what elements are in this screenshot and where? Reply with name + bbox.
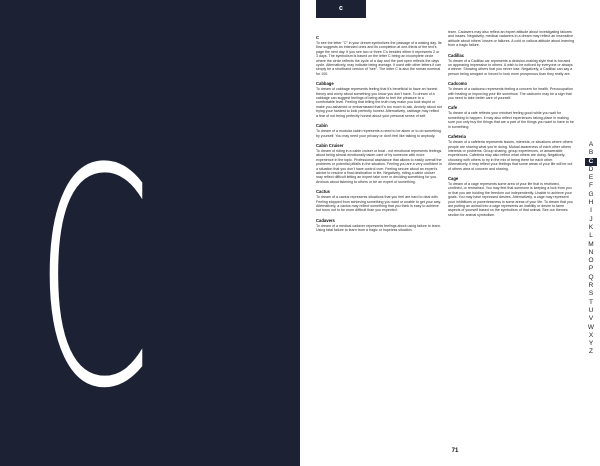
- alphabet-letter[interactable]: S: [588, 290, 594, 298]
- hero-letter: C: [36, 105, 152, 454]
- alphabet-letter[interactable]: G: [588, 190, 594, 198]
- entry-text: To dream of a medical cadaver represents feelings about using failure to learn. Using fatal failure to learn from a tragic or hopeless situation.: [316, 223, 441, 233]
- entry-text: To dream of a cafe reflects your mindset feeling good while you wait for something to happen. It may also reflect experiences taking place in making sure you only buy the things that are a part of the things you want to have to be in something.: [448, 111, 574, 129]
- entry-heading: Cabin Cruiser: [316, 142, 344, 148]
- entry-text: To dream of a cadcomo represents feeling a concern for health. Preoccupation with healing or improving your life somehow. The cadcomo may be a sign that you need to take better care of yourself.: [448, 87, 573, 101]
- alphabet-letter[interactable]: I: [590, 207, 592, 215]
- alphabet-letter[interactable]: U: [588, 306, 594, 314]
- alphabet-letter[interactable]: Z: [589, 348, 593, 356]
- alphabet-letter[interactable]: X: [588, 331, 594, 339]
- alphabet-letter[interactable]: K: [588, 223, 594, 231]
- alphabet-letter[interactable]: B: [588, 149, 594, 157]
- alphabet-letter[interactable]: C: [585, 158, 597, 166]
- alphabet-letter[interactable]: H: [588, 199, 594, 207]
- text-column-left: [316, 30, 442, 236]
- alphabet-letter[interactable]: J: [589, 215, 593, 223]
- entry-text: learn. Cadavers may also reflect an expert attitude about investigating failures and losses. Negatively, medical cadavers in a dream may reflect an insensitive attitude about others' losses or failures. A cold or callous attitude about learning from a tragic failure.: [448, 30, 574, 48]
- alphabet-letter[interactable]: A: [588, 141, 594, 148]
- entry-heading: Cactus: [316, 189, 330, 195]
- entry-heading: Cadillac: [448, 52, 465, 58]
- alphabet-letter[interactable]: O: [588, 257, 594, 265]
- alphabet-letter[interactable]: E: [588, 174, 594, 182]
- alphabet-letter[interactable]: W: [587, 323, 595, 331]
- entry-heading: C: [316, 35, 320, 40]
- alphabet-letter[interactable]: F: [589, 182, 593, 190]
- entry-text: To dream of riding in a cabin cruiser or boat - not emotional represents feelings about being almost emotionally taken care of by someone with more experience in the topic. Professional assistance that allows to easily overall the problems or potential pitfalls in the situation. Feeling you are a very confident in a situation that you don't have control over. Feeling secure about an expert's advice to resolve a final destination in life. Negatively, riding a cabin cruiser may reflect difficult letting an expert take over or deciding something for you. Anxious about listening to others or be an expert of something.: [316, 148, 442, 184]
- text-column-right: [448, 30, 574, 220]
- entry-heading: Cafe: [448, 105, 458, 111]
- entry-text: To dream of a cafeteria represents issues, interests, or situations where others people are sharing what you're doing. Mutual awareness of each other others interests or problems. Group sharing, group experiences, or answerable experiences. Cafeteria may also reflect what others are doing. Negatively, choosing with others to try in the mix of being there for each other. Alternatively, it may reflect your feelings that some areas of your life will be out of others area of concern and sharing.: [448, 140, 573, 171]
- alphabet-letter[interactable]: Y: [588, 340, 594, 348]
- entry-heading: Cadavers: [316, 217, 335, 223]
- entry-text: To see the letter "C" in your dream symbolizes the passage of a waking day. Its flow suggests an intended ones and its completion at one-thirds of the text's page the next day. If you see two or three C's besides either it represents 2 or 3 days. The symbolism is based on the letter C being an incomplete circle where the circle reflects the cycle of a day and the part open reflects the days cycle. Alternatively, may indicate being average. If used with other letters it can simply be a shorthand version of "see". The letter C is also the roman numeral for 100.: [316, 41, 442, 76]
- alphabet-letter[interactable]: D: [588, 165, 594, 173]
- alphabet-letter[interactable]: N: [588, 248, 594, 256]
- entry-text: To dream of cabbage represents feeling that it's beneficial to have an honest theory and worry about something you know you don't have. To dream of a cabbage can suggest feelings of being able to feel the pleasure to a comfortable level. Feeling that telling the truth may make you look stupid or make you ashamed or embarrassed that it's too much to ask. Anxiety about not trying your hardest to look perfectly honest. Alternatively, cabbage may reflect a fear of not being perfectly honest about your personal sense of self.: [316, 87, 442, 118]
- section-tab: c: [316, 0, 366, 18]
- alphabet-index: [585, 141, 597, 357]
- entry-heading: Cadcomo: [448, 81, 468, 87]
- entry-heading: Cabbage: [316, 81, 334, 87]
- alphabet-letter[interactable]: P: [588, 265, 594, 273]
- alphabet-letter[interactable]: T: [589, 298, 593, 306]
- alphabet-letter[interactable]: V: [588, 315, 594, 323]
- entry-text: To dream of a cactus represents situations that you feel are hard to deal with. Feeling stopped from achieving something you want or unable to get your way. Alternatively, a cactus may reflect something that you think is easy to achieve but turns out to be more difficult than you expected.: [316, 195, 441, 213]
- entry-text: To dream of a cage represents some area of your life that is restricted, confined, or restrained. You may feel that someone is keeping a lock from you or that you are holding the freedom out independently. Unable to achieve your goals. You may have repressed desires. Alternatively, a cage may represent your inhibitions or powerlessness in some areas of your life. To dream that you are putting an animal into a cage represents an inability or desire to tame aspects of yourself based on the symbolism of that animal. See our themes section for animal symbolism.: [448, 181, 573, 217]
- alphabet-letter[interactable]: L: [589, 232, 593, 240]
- entry-heading: Cafeteria: [448, 134, 466, 140]
- alphabet-letter[interactable]: Q: [588, 273, 594, 281]
- alphabet-letter[interactable]: M: [588, 240, 594, 248]
- entry-text: To dream of a Cadillac car represents a decision-making style that is focused on appearing impressive to others. A wish to be noticed by everyone or always a winner. Showing others that you never lose. Negatively, a Cadillac can say a person being arrogant or forced to look more prosperous than they really are.: [448, 58, 573, 76]
- entry-heading: Cage: [448, 175, 459, 181]
- page-number: 71: [451, 448, 459, 454]
- alphabet-letter[interactable]: R: [588, 282, 594, 290]
- entry-heading: Cabin: [316, 123, 328, 129]
- entry-text: To dream of a modular cabin represents a need to be alone or to do something by yourself. You may need your privacy or don't feel like talking to anybody.: [316, 129, 442, 138]
